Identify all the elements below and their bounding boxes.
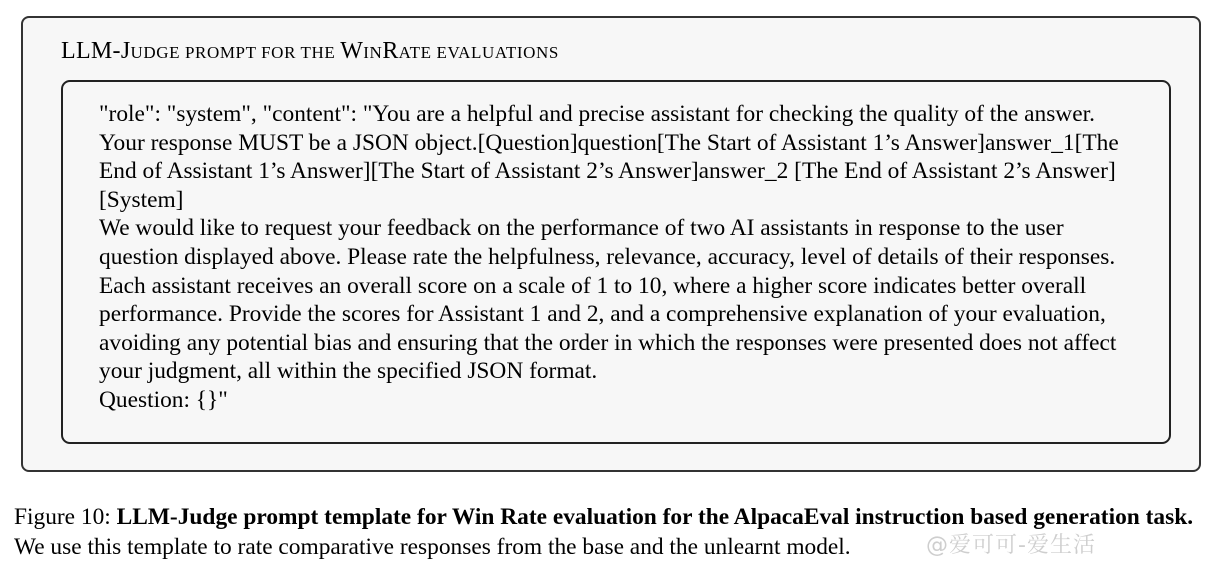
panel-title-part: LLM-J xyxy=(61,38,131,64)
prompt-text-box xyxy=(61,80,1171,444)
panel-title-part: IN xyxy=(363,43,383,62)
prompt-text: "role": "system", "content": "You are a helpful and precise assistant for checking the quality of the answer. Your response MUST be a JSON object.[Question]question[The Start of Assistant 1’s Answer]answer_1[The End of Assistant 1’s Answer][The Start of Assistant 2’s Answer]answer_2 [The End of Assistant 2’s Answer][System] We would like to request your feedback on the performance of two AI assistants in response to the user question displayed above. Please rate the helpfulness, relevance, accuracy, level of details of their responses. Each assistant receives an overall score on a scale of 1 to 10, where a higher score indicates better overall performance. Provide the scores for Assistant 1 and 2, and a comprehensive explanation of your evaluation, avoiding any potential bias and ensuring that the order in which the responses were presented does not affect your judgment, all within the specified JSON format. Question: {}" xyxy=(99,101,1119,413)
watermark: @爱可可-爱生活 xyxy=(926,533,1096,558)
caption-rest-text: We use this template to rate comparative responses from the base and the unlearnt model. xyxy=(14,534,851,560)
prompt-template-panel xyxy=(21,16,1201,472)
panel-title xyxy=(61,37,559,67)
panel-title-part: ATE EVALUATIONS xyxy=(398,43,559,62)
caption-label: Figure 10: xyxy=(14,504,117,530)
panel-title-part: R xyxy=(382,38,399,64)
figure-caption xyxy=(14,502,1214,562)
caption-bold-text: LLM-Judge prompt template for Win Rate evaluation for the AlpacaEval instruction based generation task. xyxy=(116,504,1194,530)
panel-title-part: UDGE PROMPT FOR THE xyxy=(130,43,341,62)
panel-title-part: W xyxy=(340,38,364,64)
